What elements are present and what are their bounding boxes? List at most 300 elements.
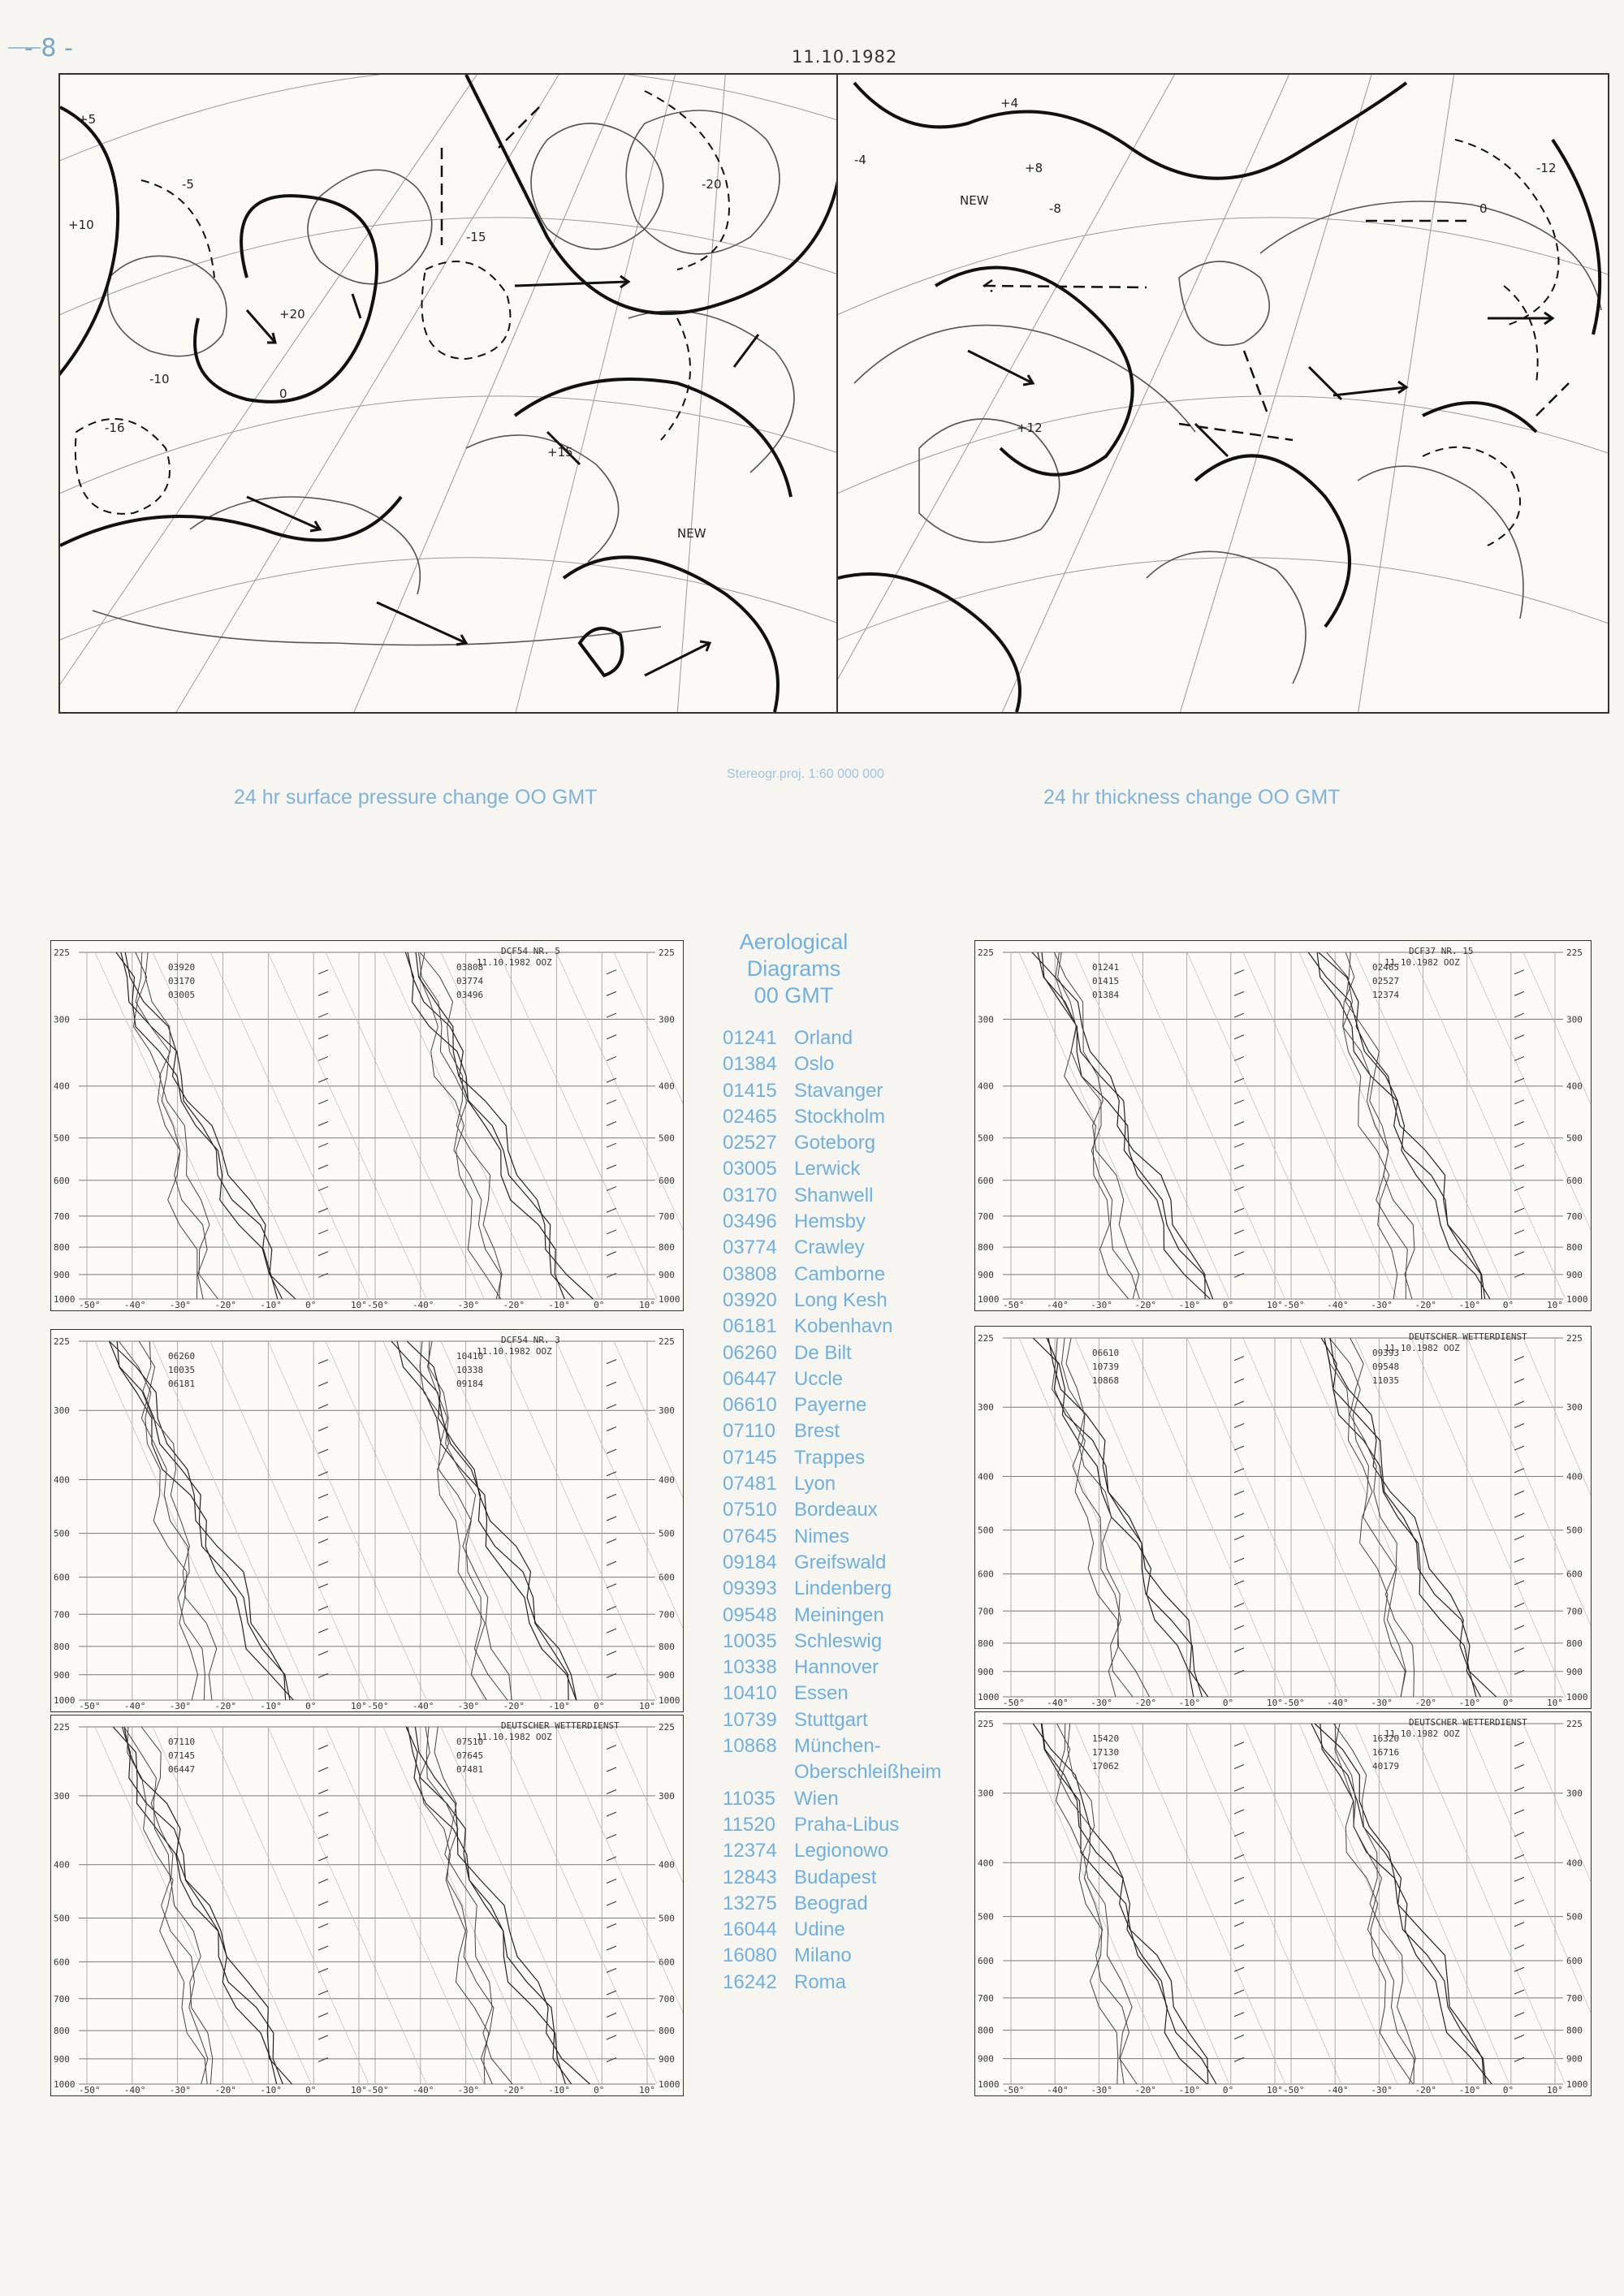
wind-barb [318,1561,328,1565]
diagram-station-id: 03005 [168,990,196,1000]
wind-barb [607,1405,616,1409]
station-code: 03496 [723,1211,777,1233]
temperature-tick-label: -30° [1091,1300,1112,1310]
diagram-station-id: 01384 [1092,990,1120,1000]
pressure-tick-label: 500 [1566,1525,1583,1536]
temperature-tick-label: -10° [1458,2085,1481,2095]
diagram-plot [975,1327,1591,1708]
station-row [723,1104,941,1130]
wind-barb [607,1100,616,1104]
diagram-station-id: 15420 [1092,1733,1120,1744]
wind-barb [607,1252,616,1256]
pressure-tick-label: 800 [54,1641,70,1652]
wind-barb [318,1360,328,1364]
wind-barb [1234,1122,1244,1126]
wind-barb [1514,1648,1524,1652]
wind-barb [1514,1558,1524,1562]
temperature-tick-label: 0° [305,2085,317,2095]
wind-barb [607,1187,616,1191]
wind-barb [318,1230,328,1234]
station-row [723,1025,941,1051]
wind-barb [1234,1401,1244,1405]
pressure-tick-label: 225 [1566,947,1583,958]
station-row [723,1943,941,1969]
temperature-tick-label: 0° [305,1701,317,1711]
temperature-tick-label: -30° [1371,2085,1393,2095]
station-code: 12843 [723,1866,777,1888]
pressure-tick-label: 800 [659,1641,675,1652]
page-number: - 8 - [24,34,73,63]
pressure-tick-label: 800 [978,1242,994,1254]
wind-barb [1514,1273,1524,1277]
temperature-tick-label: 10° [1267,1300,1283,1310]
wind-barb [607,1035,616,1039]
map-label: -15 [466,230,486,244]
pressure-tick-label: 600 [659,1175,675,1186]
station-row [723,1288,941,1314]
pressure-tick-label: 700 [659,1211,675,1222]
pressure-tick-label: 400 [54,1081,70,1092]
pressure-tick-label: 400 [659,1859,675,1871]
wind-barb [1514,1945,1524,1949]
pressure-tick-label: 500 [659,1913,675,1924]
pressure-tick-label: 300 [54,1014,70,1025]
temperature-tick-label: -30° [457,1701,480,1711]
map-label: -16 [105,421,125,435]
wind-barb [1514,1122,1524,1126]
wind-barb [1514,1536,1524,1540]
wind-barb [318,1013,328,1017]
diagram-header: DCF54 NR. 5 [501,946,560,956]
wind-barb [1514,1877,1524,1881]
map-label: 0 [1479,201,1488,216]
wind-barb [318,1584,328,1588]
diagram-station-id: 16716 [1372,1747,1400,1758]
station-code: 03774 [723,1236,777,1259]
wind-barb [1234,1078,1244,1082]
temperature-tick-label: -20° [214,2085,236,2095]
wind-barb [607,1629,616,1633]
pressure-tick-label: 1000 [54,1695,76,1706]
diagram-station-id: 17130 [1092,1747,1120,1758]
wind-barb [1234,1670,1244,1674]
wind-barb [1514,1401,1524,1405]
station-row [723,1970,941,1996]
station-name: Oberschleißheim [794,1761,942,1784]
diagram-station-id: 40179 [1372,1761,1400,1772]
wind-barb [1234,1252,1244,1256]
station-row [723,1156,941,1182]
wind-barb [607,1924,616,1928]
pressure-tick-label: 1000 [1566,2079,1588,2090]
pressure-tick-label: 1000 [54,1294,76,1305]
pressure-tick-label: 500 [978,1525,994,1536]
temperature-tick-label: -10° [548,2085,570,2095]
pressure-tick-label: 500 [978,1133,994,1144]
temperature-tick-label: -20° [503,2085,525,2095]
map-label: +12 [1017,421,1043,435]
aerological-diagram [50,1329,684,1712]
wind-barb [1514,1469,1524,1473]
wind-barb [607,1208,616,1212]
wind-barb [607,1584,616,1588]
pressure-tick-label: 400 [1566,1471,1583,1482]
diagram-station-id: 10739 [1092,1362,1120,1372]
pressure-tick-label: 800 [54,2026,70,2037]
diagram-station-id: 06610 [1092,1348,1120,1358]
pressure-tick-label: 800 [1566,1638,1583,1649]
temperature-tick-label: -30° [1371,1698,1393,1708]
wind-barb [607,1122,616,1126]
wind-barb [1514,1990,1524,1994]
map-label: +4 [1000,96,1019,110]
temperature-tick-label: -40° [1047,1300,1069,1310]
wind-barb [1234,1945,1244,1949]
pressure-tick-label: 400 [978,1081,994,1092]
station-code: 10739 [723,1708,777,1731]
station-row [723,1655,941,1681]
wind-barb [1514,1165,1524,1169]
station-row [723,1681,941,1707]
temperature-tick-label: -50° [79,1300,101,1310]
wind-barb [607,1165,616,1169]
pressure-tick-label: 1000 [659,1695,680,1706]
pressure-tick-label: 300 [659,1014,675,1025]
pressure-tick-label: 225 [54,1336,70,1347]
temperature-tick-label: -10° [1178,1698,1201,1708]
station-row [723,1759,941,1785]
diagram-header: DEUTSCHER WETTERDIENST [1409,1717,1527,1728]
temperature-tick-label: -50° [1283,1300,1305,1310]
wind-barb [1514,1078,1524,1082]
aerological-station-legend [723,929,941,1996]
temperature-tick-label: 0° [305,1300,317,1310]
pressure-tick-label: 500 [978,1911,994,1923]
pressure-tick-label: 600 [54,1957,70,1968]
diagram-date: 11.10.1982 OOZ [1384,1343,1460,1353]
wind-barb [1234,1357,1244,1361]
wind-barb [607,2058,616,2062]
pressure-tick-label: 700 [54,1993,70,2005]
wind-barb [1234,1625,1244,1629]
pressure-tick-label: 800 [1566,1242,1583,1254]
wind-barb [607,1946,616,1950]
station-row [723,1235,941,1261]
temperature-tick-label: -30° [457,1300,480,1310]
map-label: -8 [1049,201,1061,216]
pressure-tick-label: 225 [978,947,994,958]
wind-barb [318,1746,328,1750]
temperature-tick-label: -10° [260,2085,282,2095]
wind-barb [318,1880,328,1884]
temperature-tick-label: -50° [367,1701,389,1711]
diagram-station-id: 03774 [456,976,484,986]
diagram-date: 11.10.1982 OOZ [477,1346,552,1357]
pressure-tick-label: 300 [978,1788,994,1799]
diagram-station-id: 06447 [168,1764,196,1775]
temperature-tick-label: 10° [1547,1300,1563,1310]
station-row [723,1497,941,1523]
wind-barb [607,1812,616,1816]
diagram-station-id: 06181 [168,1379,196,1389]
diagram-date: 11.10.1982 OOZ [477,957,552,968]
diagram-header: DEUTSCHER WETTERDIENST [1409,1331,1527,1342]
wind-barb [1514,1787,1524,1791]
wind-barb [318,1673,328,1677]
temperature-tick-label: 0° [594,1701,605,1711]
pressure-tick-label: 225 [54,1722,70,1733]
pressure-tick-label: 900 [1566,1666,1583,1677]
station-name: Brest [794,1420,840,1443]
wind-barb [1234,1900,1244,1904]
diagram-station-id: 07481 [456,1764,484,1775]
thickness-map-drawing [838,75,1608,712]
pressure-tick-label: 1000 [1566,1294,1588,1305]
pressure-tick-label: 225 [978,1333,994,1344]
wind-barb [607,1382,616,1386]
temperature-tick-label: -30° [1091,2085,1112,2095]
pressure-tick-label: 800 [659,2026,675,2037]
diagram-station-id: 01241 [1092,962,1120,973]
temperature-tick-label: -10° [260,1701,282,1711]
pressure-tick-label: 300 [54,1405,70,1417]
wind-barb [607,1991,616,1995]
diagram-date: 11.10.1982 OOZ [1384,957,1460,968]
aerological-diagram [50,1715,684,2096]
temperature-tick-label: -40° [1327,1698,1349,1708]
pressure-tick-label: 500 [54,1913,70,1924]
wind-barb [1234,1603,1244,1608]
aerological-diagram [974,1711,1592,2096]
wind-barb [318,1629,328,1633]
wind-barb [1514,1900,1524,1904]
pressure-tick-label: 900 [1566,2053,1583,2065]
wind-barb [1234,1056,1244,1060]
station-list [723,1025,941,1996]
pressure-tick-label: 400 [978,1471,994,1482]
station-name: Milano [794,1944,852,1967]
pressure-map-drawing [60,75,838,712]
wind-barb [318,1143,328,1147]
station-row [723,1865,941,1891]
station-row [723,1078,941,1104]
pressure-tick-label: 225 [1566,1333,1583,1344]
temperature-tick-label: -50° [1003,1698,1025,1708]
wind-barb [1514,1357,1524,1361]
station-row [723,1786,941,1812]
temperature-tick-label: -40° [412,1701,434,1711]
pressure-tick-label: 400 [1566,1858,1583,1869]
pressure-tick-label: 600 [978,1569,994,1580]
wind-barb [607,991,616,995]
temperature-tick-label: -20° [503,1701,525,1711]
wind-barb [318,1607,328,1611]
wind-barb [318,1969,328,1973]
wind-barb [1234,1558,1244,1562]
temperature-tick-label: -50° [79,1701,101,1711]
wind-barb [1514,1513,1524,1517]
wind-barb [1234,1013,1244,1017]
station-row [723,1366,941,1392]
map-projection-caption: Stereogr.proj. 1:60 000 000 [727,767,884,781]
pressure-tick-label: 1000 [978,1692,1000,1703]
station-code: 09393 [723,1577,777,1600]
wind-barb [607,1013,616,1017]
station-code: 10338 [723,1656,777,1679]
pressure-tick-label: 1000 [978,2079,1000,2090]
station-row [723,1445,941,1471]
pressure-tick-label: 400 [54,1859,70,1871]
wind-barb [1234,970,1244,974]
pressure-tick-label: 500 [659,1528,675,1539]
temperature-tick-label: -40° [1047,2085,1069,2095]
station-name: Roma [794,1970,847,1993]
diagram-station-id: 02465 [1372,962,1400,973]
wind-barb [318,2058,328,2062]
wind-barb [1234,1742,1244,1746]
station-row [723,1051,941,1077]
temperature-tick-label: -20° [1134,2085,1156,2095]
pressure-tick-label: 700 [1566,1992,1583,2004]
station-name: Trappes [794,1446,866,1469]
aerological-diagram [974,1326,1592,1709]
wind-barb [1514,1765,1524,1769]
wind-barb [1234,1230,1244,1234]
station-code: 11035 [723,1787,775,1810]
station-code: 09184 [723,1551,777,1573]
wind-barb [318,1187,328,1191]
wind-barb [607,1449,616,1453]
temperature-tick-label: -50° [367,2085,389,2095]
pressure-tick-label: 900 [54,2053,70,2065]
station-name: Kobenhavn [794,1315,893,1338]
pressure-tick-label: 900 [978,1269,994,1280]
wind-barb [1234,1165,1244,1169]
temperature-tick-label: -10° [1458,1698,1481,1708]
diagram-station-id: 12374 [1372,990,1400,1000]
temperature-tick-label: 0° [594,2085,605,2095]
pressure-tick-label: 225 [659,1722,675,1733]
station-row [723,1262,941,1288]
wind-barb [1234,1810,1244,1814]
diagram-station-id: 10868 [1092,1375,1120,1386]
wind-barb [1514,1143,1524,1147]
pressure-tick-label: 700 [54,1211,70,1222]
wind-barb [607,1427,616,1431]
wind-barb [1234,1469,1244,1473]
station-name: Legionowo [794,1840,889,1862]
diagram-station-id: 03170 [168,976,196,986]
pressure-tick-label: 400 [659,1081,675,1092]
station-row [723,1209,941,1235]
wind-barb [1514,1379,1524,1383]
wind-barb [1514,1832,1524,1836]
temperature-tick-label: 10° [1547,2085,1563,2095]
diagram-header: DCF54 NR. 3 [501,1335,560,1345]
pressure-tick-label: 500 [659,1133,675,1144]
temperature-tick-label: 0° [1222,1300,1234,1310]
temperature-tick-label: 10° [639,1701,655,1711]
pressure-tick-label: 500 [54,1133,70,1144]
wind-barb [1514,2057,1524,2061]
wind-barb [318,1382,328,1386]
temperature-tick-label: -30° [1091,1698,1112,1708]
pressure-tick-label: 700 [1566,1211,1583,1222]
temperature-tick-label: -10° [260,1300,282,1310]
station-name: München- [794,1735,881,1758]
pressure-tick-label: 500 [54,1528,70,1539]
station-name: Wien [794,1787,839,1810]
station-name: Budapest [794,1866,877,1888]
temperature-tick-label: 10° [639,2085,655,2095]
map-label: +20 [279,307,305,322]
temperature-tick-label: 0° [1222,2085,1234,2095]
wind-barb [318,1835,328,1839]
temperature-tick-label: 0° [1502,2085,1514,2095]
station-name: Hannover [794,1656,879,1679]
station-name: Hemsby [794,1211,866,1233]
temperature-tick-label: -10° [1178,1300,1201,1310]
wind-barb [1234,991,1244,995]
diagram-plot [975,1712,1591,2095]
wind-barb [607,2035,616,2039]
temperature-tick-label: 10° [351,1300,367,1310]
wind-barb [607,1230,616,1234]
temperature-tick-label: -20° [1134,1698,1156,1708]
wind-barb [1514,991,1524,995]
pressure-tick-label: 1000 [659,2079,680,2090]
diagram-date: 11.10.1982 OOZ [1384,1728,1460,1739]
station-code: 10035 [723,1629,777,1652]
wind-barb [607,1517,616,1521]
wind-barb [318,1790,328,1794]
station-name: Udine [794,1918,845,1941]
wind-barb [318,1812,328,1816]
station-code: 02527 [723,1132,777,1154]
temperature-tick-label: -20° [1415,1300,1436,1310]
wind-barb [318,1165,328,1169]
pressure-tick-label: 600 [1566,1175,1583,1186]
map-label: 0 [279,386,287,401]
station-row [723,1524,941,1550]
station-name: Meiningen [794,1603,884,1626]
station-code: 01415 [723,1079,777,1102]
pressure-tick-label: 700 [978,1992,994,2004]
pressure-tick-label: 700 [659,1993,675,2005]
diagram-plot [51,1716,683,2095]
station-code: 06610 [723,1394,777,1417]
diagram-plot [975,941,1591,1310]
map-label: +10 [68,218,94,232]
temperature-tick-label: 10° [1267,2085,1283,2095]
map-label: -12 [1536,161,1557,175]
wind-barb [318,1122,328,1126]
temperature-tick-label: 0° [1502,1698,1514,1708]
station-code: 01384 [723,1053,777,1076]
station-code: 03808 [723,1262,777,1285]
pressure-tick-label: 600 [659,1957,675,1968]
wind-barb [318,1273,328,1277]
wind-barb [1514,2035,1524,2039]
thickness-change-map [836,73,1609,714]
temperature-tick-label: -30° [1371,1300,1393,1310]
temperature-tick-label: -20° [1134,1300,1156,1310]
temperature-tick-label: -30° [169,2085,192,2095]
wind-barb [318,1651,328,1655]
temperature-tick-label: -20° [503,1300,525,1310]
pressure-tick-label: 600 [54,1175,70,1186]
station-name: Shanwell [794,1184,874,1206]
